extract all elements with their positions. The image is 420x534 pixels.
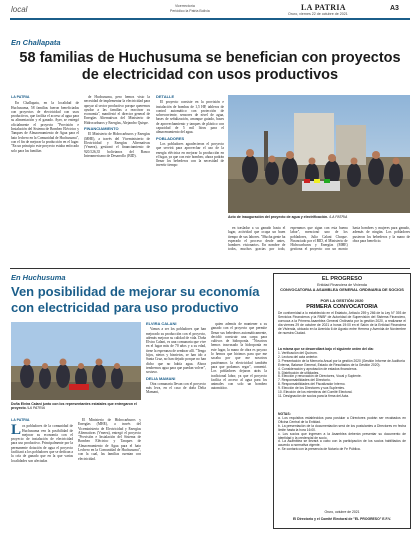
story1-col1 xyxy=(11,95,79,265)
agenda-item: 9. Elección de los Directores y sus Suplentes. xyxy=(278,386,345,391)
story2-photo xyxy=(11,322,141,400)
notice-intro: De conformidad a lo establecido en el Estatuto, Artículo 259 y 266 de la Ley N° 393 de Servicios Financieros y la RNBF de Autoridad de Supervisión del Sistema Financiero, convoca a la Primera Asamblea General Ordinaria por la gestión 2020, a realizarse el día viernes 29 de octubre de 2021 a horas 19:00 en el Salón de la Entidad Financiera de Vivienda, ubicado en la Avenida 6 de Agosto entre Herrera y Avenida de Noviembre de nuestra Ciudad. xyxy=(278,311,406,335)
story2-byline: LA PATRIA xyxy=(11,418,30,422)
page-number: A3 xyxy=(390,5,399,12)
dateline: Oruro, viernes 22 de octubre de 2021 xyxy=(288,12,348,16)
header-rule xyxy=(10,18,410,20)
story1-photo xyxy=(228,95,410,213)
story2-caption-credit: /LA PATRIA xyxy=(26,406,45,411)
notice-agenda xyxy=(278,352,406,399)
story1-sub-detalle: DETALLE xyxy=(156,95,175,99)
story2-col4 xyxy=(211,322,267,530)
story2-sub-elvira: ELVIRA CALANI xyxy=(146,322,177,326)
notice-line2: CONVOCATORIA A ASAMBLEA GENERAL ORDINARIA DE SOCIOS xyxy=(280,287,404,292)
story2-col3b-text: Otra comunaria llevan con el proyecto más leva, en el caso de doña Delia Mamani, xyxy=(146,381,206,395)
story1-col2 xyxy=(84,95,150,265)
story1-sub-financiamiento: FINANCIAMIENTO xyxy=(84,126,119,132)
agenda-item: 8. Responsabilidades del Fiscalizador Interno. xyxy=(278,382,346,387)
story2-col3-text: Vamos a ser los pobladores que han mejorado su producción con el proyecto, además mejorar su calidad de vida. Doña Elvira Calani, es una comunaria que vive en el lugar más de 70 años y a su edad, tiene la esperanza de sembrar allí. "Tengo hijos, nietos y bisnietos, se han ido a Santa Cruz, no han dejado porque no han dicho que no había agua. Ahora tendremos agua para que puedan volver", sostuvo. xyxy=(146,327,206,375)
story2-col4-text: quien además de mantener a su ganado con el proyecto que permite llenar sus bebederos automáticamente, decidió construir una carpa para cultivos de hidroponía. "Nosotros hemos trasvasado la hidroponía en este lugar, la mano de obra es poyoso lo hemos que hicimos para que me sacaba por que me nosotros pusiéramos la electricidad también para que podamos regar", comentó. Los pobladores dejaron atrás la tradicional labor, ya que el proyecto facilita el acceso al agua para los animales con solo un bombeo automático. xyxy=(211,322,267,391)
agenda-item: 11. Designación de socios para la firma del Acta. xyxy=(278,393,350,398)
notice-brand: EL PROGRESO xyxy=(321,276,363,282)
notice-notes xyxy=(278,417,406,452)
agenda-item: 4. Consideración y aprobación de estados financieros. xyxy=(278,366,358,371)
brand-logo: LA PATRIA xyxy=(301,3,346,12)
story1-caption-credit: /LA PATRIA xyxy=(329,215,348,219)
agenda-item: 10. Elección de los miembros del Comité Electoral. xyxy=(278,390,353,395)
story1-caption-text: Acto de inauguración del proyecto de agua y electrificación. xyxy=(228,215,329,219)
story2-col3 xyxy=(146,322,206,530)
notice-box xyxy=(273,273,411,529)
notice-line3: POR LA GESTIÓN 2020 xyxy=(320,298,364,303)
story1-col4-text: en trasladar a su ganado hasta el lugar, actividad que ocupa un buen tiempo de sus labores. "Mucha gente ha esperado el proceso desde antes, hombres visionarios. En nombre de todos, muchos gracias por todo, esperamos que sigan con esta buena labor", mencionó uno de los pobladores, Julio Calani Choque. Financiado por el BID, el Ministerio de Hidrocarburos y Energías (MHE) gestiona el proyecto con un monto hasta hombres y mujeres para ganado, además de ningún. Los pobladores pusieron los bebederos y la mano de obra para beneficio. xyxy=(228,226,410,252)
section-label: local xyxy=(11,5,28,14)
story2-caption xyxy=(11,402,141,411)
story1-headline: 58 familias de Huchusuma se benefician con proyectos de electricidad con usos productivos xyxy=(19,50,401,83)
agenda-item: 7. Responsabilidades del Directorio. xyxy=(278,378,331,383)
agenda-item: 3. Presentación de la Memoria Anual por la gestión 2020 (Gestión Informe de Auditoría Externa, Balance General, Estado de Resultados de la Gestión 2020). xyxy=(278,358,405,367)
story1-col3-text: El proyecto consiste en la provisión e instalación de bombas de 1,5 HP, tableros de control automático con protección de sobrecorriente, sensores de nivel de agua, bases de señalización, arranque guiado, bases de aprovechamiento y tanques de plástico con capacidad de 5 mil litros para el almacenamiento del agua. xyxy=(156,100,224,135)
notice-closing: Oruro, octubre de 2021 xyxy=(324,510,360,514)
notice-signature: El Directorio y el Comité Electoral de "EL PROGRESO" E.F.V. xyxy=(293,517,391,521)
story2-col1 xyxy=(11,418,73,530)
note-item: a. Los requisitos establecidos para postular a Directores podrán ser recabados en Oficina Central de la Entidad. xyxy=(278,416,406,424)
story1-byline: LA PATRIA xyxy=(11,95,30,99)
story1-col1-text: En Challapata, en la localidad de Huchusuma, 58 familias fueron beneficiadas con proyectos de electricidad con usos productivos, que facilita el acceso al agua para su alimentación y el ganado. Ayer, se entregó oficialmente el proyecto "Provisión e Instalación del Sistema de Bombeo Eléctrico y Tanques de Almacenamiento de Agua para el hato lechero en la Comunidad de Huchusuma", con el fin de mejorar la producción en el lugar. "En un principio este proyecto estaba enfocado solo para las familias xyxy=(11,101,79,153)
publisher-line-2: Periódico la Patria Bolivia xyxy=(170,9,210,13)
agenda-item: 6. Elección y renovación de Directores, Vocal y Suplente. xyxy=(278,374,362,379)
story1-sub-pobladores: POBLADORES xyxy=(156,135,185,141)
story1-kicker: En Challapata xyxy=(11,38,61,47)
story2-caption-text: Doña Elvira Calani junto con los representantes estatales que entregaron el proyecto xyxy=(11,402,137,411)
story1-caption xyxy=(228,215,410,219)
notice-line1: Entidad Financiera de Vivienda xyxy=(317,283,367,287)
publisher-line-1: Vicerrectoría xyxy=(175,4,195,8)
story1-col4 xyxy=(228,226,410,268)
notice-heading: PRIMERA CONVOCATORIA xyxy=(306,304,378,310)
story1-col3b-text: Los pobladores agradecieron el proyecto que servirá para aprovechar el uso de la energía eléctrica en mejorar la producción en el lugar, ya que con este bombeo, ahora podrán llenar los bebederos con la necesidad de invertir tiempo xyxy=(156,141,224,168)
note-item: d. La Asamblea se llevará a cabo con la participación de los socios habilitados de acuerdo a normativa vigente. xyxy=(278,439,406,448)
story2-kicker: En Huchusuma xyxy=(11,273,66,282)
story1-col2b-text: El Ministerio de Hidrocarburos y Energías (MHE), a través del Viceministerio de Electricidad y Energías Alternativas (Vmeea), gestionó el financiamiento de 920.526,35 bolivianos del Banco Interamericano de Desarrollo (BID). xyxy=(84,132,150,158)
agenda-item: 2. Lectura del acta anterior. xyxy=(278,354,318,359)
story2-col1-text: os pobladores de la comunidad de Huchusuma ven la posibilidad de mejorar su economía con el proyecto de instalación de electricidad para uso productivo. Principalmente por la permanente dotación de agua el proyecto facilitará a los pobladores que se dedican a la cría de ganado que en la que varias localidades son afectadas xyxy=(11,424,73,463)
story2-col2-text: El Ministerio de Hidrocarburos y Energías (MHE), a través del Viceministerio de Electricidad y Energías Alternativas (Vmeea), entregó el proyecto "Provisión e Instalación del Sistema de Bombeo Eléctrico y Tanques de Almacenamiento de Agua para el hato Lechero en la Comunidad de Huchusuma", con la cual, las familias cuentan con electricidad. xyxy=(78,418,141,461)
notice-agenda-title: La misma que se desarrollará bajo el siguiente orden del día: xyxy=(278,347,374,351)
story2-headline: Ven posibilidad de mejorar su economía con electricidad para uso productivo xyxy=(11,284,260,315)
story1-col2-text: de Huchusuma, pero hemos visto la necesidad de implementar la electricidad para apoyar al sector productivo porque queremos ayudar a las familias a reactivar su economía", manifestó el director general de Energías Alternativas del Ministerio de Hidrocarburos y Energías, Alejandro Quispe. xyxy=(84,95,150,125)
story2-col2 xyxy=(78,418,141,530)
note-item: c. Los socios que ingresen a la Asamblea deberán presentar su documento de identidad y la credencial de socio. xyxy=(278,431,406,440)
story2-dropcap: L xyxy=(11,422,22,439)
story-divider xyxy=(10,268,410,269)
story2-sub-delia: DELIA MAMANI xyxy=(146,375,176,381)
agenda-item: 5. Distribución de utilidades. xyxy=(278,370,320,375)
story1-col3 xyxy=(156,95,224,265)
agenda-item: 1. Verificación del Quórum. xyxy=(278,351,318,355)
note-item: b. La presentación de la documentación será de los postulantes a Directores en fecha límite hasta la hora 16:00. xyxy=(278,423,406,432)
note-item: e. Se contará con la presencia de Notario de Fe Pública. xyxy=(278,447,361,452)
notice-notes-title: NOTAS: xyxy=(278,412,291,416)
